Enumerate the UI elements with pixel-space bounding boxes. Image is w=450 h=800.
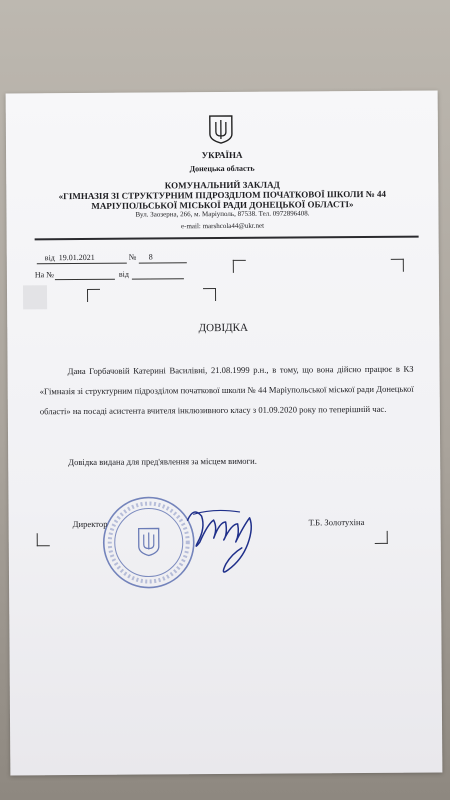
corner-mark-top-left <box>233 260 246 273</box>
registration-box <box>23 285 47 309</box>
number-underline <box>139 262 187 263</box>
handwritten-signature <box>183 498 264 579</box>
signature-name: Т.Б. Золотухіна <box>308 517 365 528</box>
corner-mark-address-left <box>87 289 100 302</box>
coat-of-arms-icon <box>208 114 234 144</box>
number-prefix: № <box>128 252 137 262</box>
document-title: ДОВІДКА <box>198 321 248 335</box>
institution-line-3: МАРІУПОЛЬСЬКОЇ МІСЬКОЇ РАДИ ДОНЕЦЬКОЇ ОБЛАСТІ» <box>91 199 354 211</box>
on-number-prefix: На № <box>34 270 54 280</box>
institution-line-2: «ГІМНАЗІЯ ЗІ СТРУКТУРНИМ ПІДРОЗДІЛОМ ПОЧАТКОВОЇ ШКОЛИ № 44 <box>58 188 387 202</box>
document-note: Довідка видана для пред'явлення за місцем вимоги. <box>68 455 257 468</box>
header-address: Вул. Заозерна, 266, м. Маріуполь, 87538. Тел. 0972896408. <box>135 209 310 219</box>
header-divider <box>35 236 419 241</box>
header-email: e-mail: marshcola44@ukr.net <box>180 221 265 231</box>
header-institution <box>6 178 438 211</box>
corner-mark-top-right <box>391 259 404 272</box>
header-region: Донецька область <box>189 163 255 174</box>
on-date-underline <box>132 278 184 279</box>
date-value: 19.01.2021 <box>58 252 95 263</box>
document-body: Дана Горбачовій Катерині Василівні, 21.08.1999 р.н., в тому, що вона дійсно працює в КЗ «Гімназія зі структурним підрозділом початкової школи № 44 Маріупольської міської ради Донецької області» на посаді асистента вчителя інклюзивного класу з 01.09.2020 року по теперішній час. <box>39 363 414 417</box>
number-value: 8 <box>148 252 153 262</box>
signature-position: Директор <box>72 518 108 530</box>
institution-line-1: КОМУНАЛЬНИЙ ЗАКЛАД <box>164 179 280 191</box>
corner-mark-address-right <box>203 288 216 301</box>
header-country: УКРАЇНА <box>201 149 243 161</box>
on-number-underline <box>55 279 115 280</box>
date-prefix: від <box>44 253 55 263</box>
on-date-prefix: від <box>118 269 129 279</box>
corner-mark-bottom-right <box>375 531 388 544</box>
corner-mark-bottom-left <box>37 533 50 546</box>
document-page <box>6 91 443 776</box>
date-underline <box>37 263 127 265</box>
